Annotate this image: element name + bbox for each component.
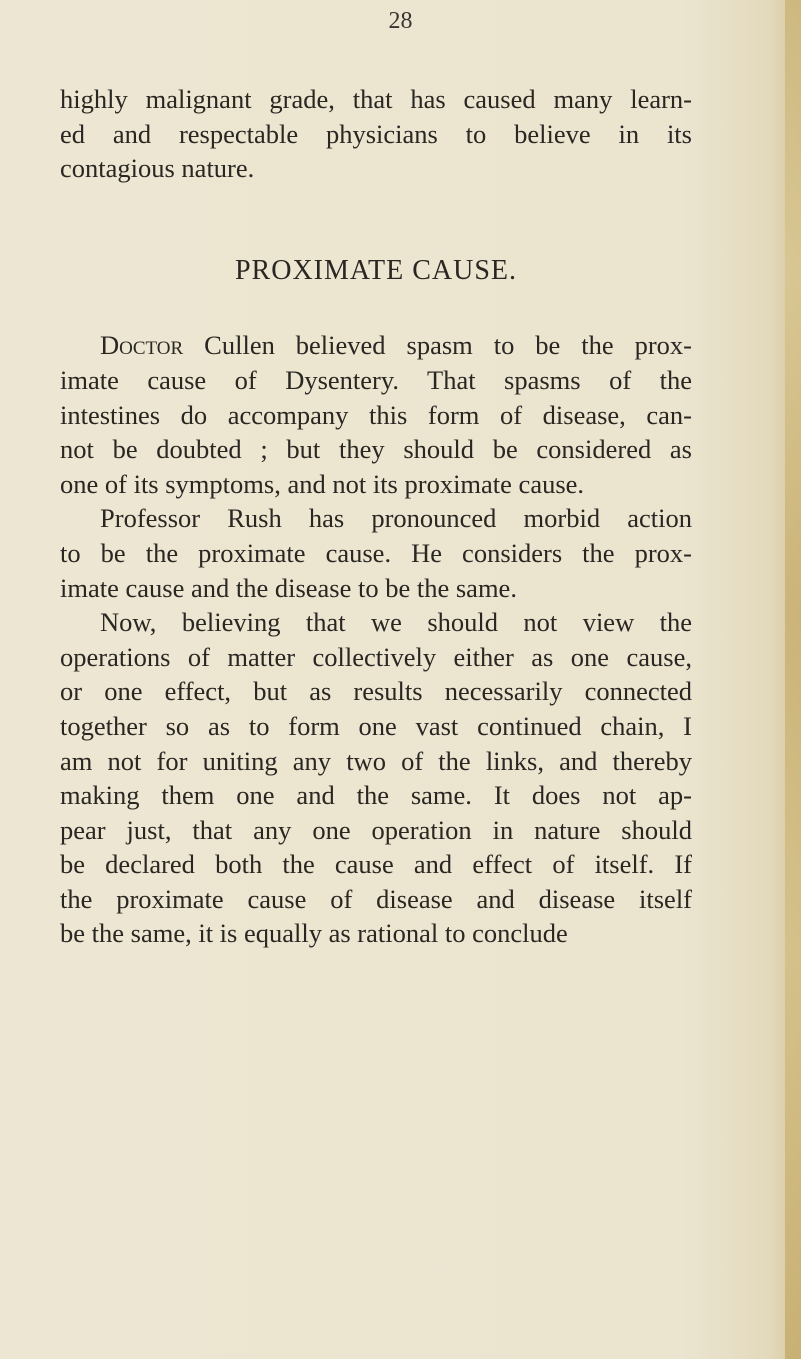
paragraph-author: [60, 605, 692, 951]
text-line: or one effect, but as results necessarily connected: [60, 676, 692, 707]
paragraph-rush: [60, 501, 692, 605]
text-line: intestines do accompany this form of disease, can-: [60, 399, 692, 430]
text-line: be the same, it is equally as rational to conclude: [60, 918, 568, 949]
text-line: imate cause of Dysentery. That spasms of the: [60, 364, 692, 395]
text-line: one of its symptoms, and not its proximate cause.: [60, 468, 585, 499]
text-line: Doctor Cullen believed spasm to be the prox-: [100, 330, 692, 361]
text-line: together so as to form one vast continued chain, I: [60, 710, 692, 741]
text-line: not be doubted ; but they should be considered as: [60, 434, 692, 465]
text-line: Professor Rush has pronounced morbid action: [100, 503, 692, 534]
text-line: operations of matter collectively either as one cause,: [60, 641, 692, 672]
text-line: to be the proximate cause. He considers the prox-: [60, 537, 692, 568]
text-line: imate cause and the disease to be the same.: [60, 572, 517, 603]
page-number: 28: [388, 8, 413, 34]
text-line: be declared both the cause and effect of itself. If: [60, 849, 692, 880]
text-line: the proximate cause of disease and disease itself: [60, 883, 692, 914]
text-line: contagious nature.: [60, 153, 255, 184]
paragraph-cullen: [60, 328, 692, 501]
section-heading: PROXIMATE CAUSE.: [234, 254, 518, 286]
page-body: [60, 82, 692, 951]
intro-paragraph: [60, 82, 692, 186]
text-line: Now, believing that we should not view the: [100, 607, 692, 638]
text-line: making them one and the same. It does not ap-: [60, 780, 692, 811]
text-line: ed and respectable physicians to believe in its: [60, 118, 692, 149]
page-edge: [785, 0, 801, 1359]
text-line: highly malignant grade, that has caused many learn-: [60, 84, 692, 114]
small-caps-word: Doctor: [100, 330, 184, 361]
text-line: pear just, that any one operation in nature should: [60, 814, 692, 845]
text-line: am not for uniting any two of the links, and thereby: [60, 745, 692, 776]
